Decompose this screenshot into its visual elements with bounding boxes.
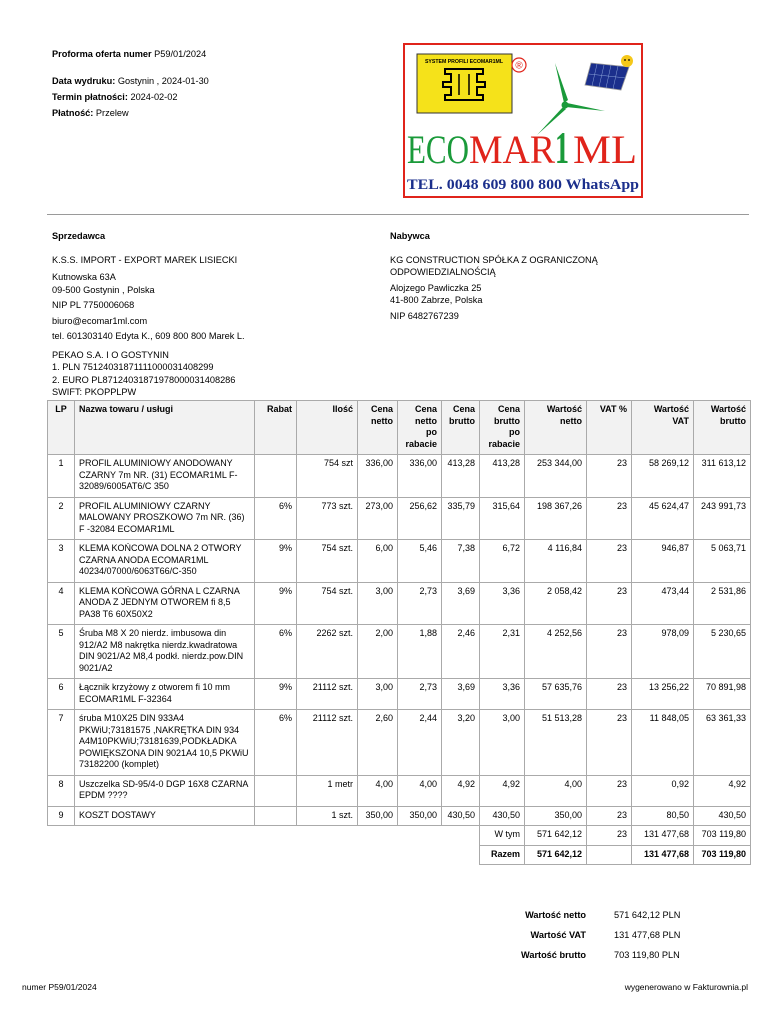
table-cell: 198 367,26 [525,497,587,540]
table-cell: 413,28 [480,455,525,498]
seller-email: biuro@ecomar1ml.com [52,315,148,326]
table-row [48,679,751,710]
table-cell: 336,00 [358,455,398,498]
table-cell: 9% [255,679,297,710]
table-row [48,455,751,498]
table-cell: 2,73 [398,679,442,710]
summary-cell: 571 642,12 [525,845,587,865]
table-cell [255,775,297,806]
summary-cell: 571 642,12 [525,826,587,846]
table-cell: 11 848,05 [632,710,694,776]
col-header: Wartość netto [525,401,587,455]
col-header: Cena netto po rabacie [398,401,442,455]
brand-wordmark [407,122,637,173]
table-cell: PROFIL ALUMINIOWY ANODOWANY CZARNY 7m NR. (31) ECOMAR1ML F-32089/6005AT6/C 350 [75,455,255,498]
seller-street: Kutnowska 63A [52,272,116,282]
svg-text:®: ® [515,60,523,72]
table-cell: 2,60 [358,710,398,776]
table-cell: 4 252,56 [525,625,587,679]
table-cell: 754 szt [297,455,358,498]
table-cell: 350,00 [398,806,442,826]
table-row [48,582,751,625]
items-table [47,400,751,865]
table-cell: 413,28 [442,455,480,498]
table-cell: 51 513,28 [525,710,587,776]
col-header: Cena brutto [442,401,480,455]
table-cell: 4,00 [358,775,398,806]
table-cell: 3 [48,540,75,583]
table-cell [255,455,297,498]
col-header: Cena netto [358,401,398,455]
table-cell: KLEMA KOŃCOWA GÓRNA L CZARNA ANODA Z JEDNYM OTWOREM fi 8,5 PA38 T6 60X50X2 [75,582,255,625]
table-cell: 21112 szt. [297,679,358,710]
col-header: Wartość VAT [632,401,694,455]
table-cell: 23 [587,455,632,498]
table-cell: 243 991,73 [694,497,751,540]
seller-bank: PEKAO S.A. I O GOSTYNIN [52,349,169,360]
table-cell: Uszczelka SD-95/4-0 DGP 16X8 CZARNA EPDM ???? [75,775,255,806]
table-cell: 3,00 [480,710,525,776]
total-vat-row: Wartość VAT 131 477,68 PLN [530,930,681,940]
buyer-street: Alojzego Pawliczka 25 [390,282,482,293]
table-cell: 335,79 [442,497,480,540]
table-cell: PROFIL ALUMINIOWY CZARNY MALOWANY PROSZKOWO 7m NR. (36) F -32084 ECOMAR1ML [75,497,255,540]
col-header: Cena brutto po rabacie [480,401,525,455]
col-header: Ilość [297,401,358,455]
buyer-city: 41-800 Zabrze, Polska [390,295,483,305]
summary-row-razem [48,845,751,865]
table-cell: 256,62 [398,497,442,540]
seller-account-pln: 1. PLN 75124031871111000031408299 [52,362,214,372]
table-cell: 336,00 [398,455,442,498]
table-cell: 23 [587,497,632,540]
table-cell: 7,38 [442,540,480,583]
table-cell: 1 szt. [297,806,358,826]
table-cell: 754 szt. [297,540,358,583]
table-cell: Śruba M8 X 20 nierdz. imbusowa din 912/A2 M8 nakrętka nierdz.kwadratowa DIN 9021/A2 M8,4 podkł. nierdz.pow.DIN 9021/A2 [75,625,255,679]
table-cell: 4,92 [480,775,525,806]
table-cell: 2,44 [398,710,442,776]
table-row [48,775,751,806]
total-net-row: Wartość netto 571 642,12 PLN [525,910,681,920]
table-cell: 6% [255,710,297,776]
table-cell: 311 613,12 [694,455,751,498]
footer-document-number: numer P59/01/2024 [22,982,97,992]
table-cell: 9% [255,582,297,625]
table-cell: 9% [255,540,297,583]
payment-method: Płatność: Przelew [52,108,129,118]
table-cell: 5 063,71 [694,540,751,583]
table-cell: 4,92 [442,775,480,806]
print-date: Data wydruku: Gostynin , 2024-01-30 [52,76,209,86]
table-cell: 23 [587,679,632,710]
table-cell: 978,09 [632,625,694,679]
table-cell: Łącznik krzyżowy z otworem fi 10 mm ECOMAR1ML F-32364 [75,679,255,710]
summary-cell: Razem [480,845,525,865]
seller-account-euro: 2. EURO PL87124031871978000031408286 [52,374,236,385]
table-cell: KOSZT DOSTAWY [75,806,255,826]
col-header: Rabat [255,401,297,455]
table-cell: 70 891,98 [694,679,751,710]
table-cell: 3,20 [442,710,480,776]
table-cell: 3,00 [358,582,398,625]
table-cell: 754 szt. [297,582,358,625]
table-cell: 3,69 [442,679,480,710]
summary-cell: W tym [480,826,525,846]
footer-generator: wygenerowano w Fakturownia.pl [624,982,748,992]
summary-cell: 23 [587,826,632,846]
table-cell: 9 [48,806,75,826]
table-cell: 2,73 [398,582,442,625]
table-cell: 2,00 [358,625,398,679]
summary-row-wtym [48,826,751,846]
table-cell: 1 metr [297,775,358,806]
company-logo [403,43,643,198]
table-cell: 6% [255,625,297,679]
table-cell: 5,46 [398,540,442,583]
table-cell: 2,31 [480,625,525,679]
table-cell: 2 531,86 [694,582,751,625]
summary-cell: 703 119,80 [694,845,751,865]
table-cell: 2262 szt. [297,625,358,679]
buyer-nip: NIP 6482767239 [390,310,459,321]
svg-text:ECO: ECO [407,127,469,172]
table-cell: 23 [587,806,632,826]
table-cell: 430,50 [694,806,751,826]
table-row [48,806,751,826]
logo-graphic [405,45,641,196]
table-cell: 80,50 [632,806,694,826]
table-cell: 3,36 [480,582,525,625]
table-cell: 4,92 [694,775,751,806]
table-cell: 3,69 [442,582,480,625]
buyer-title: Nabywca [390,231,430,241]
table-cell: 430,50 [442,806,480,826]
logo-phone-banner: TEL. 0048 609 800 800 WhatsApp [407,177,639,193]
seller-swift: SWIFT: PKOPPLPW [52,387,137,397]
table-cell: 473,44 [632,582,694,625]
table-cell [255,806,297,826]
table-cell: śruba M10X25 DIN 933A4 PKWiU;73181575 ,NAKRĘTKA DIN 934 A4M10PKWiU;73181639,PODKŁADKA POWIĘKSZONA DIN 9021A4 10,5 PKWiU 73182200 (komplet) [75,710,255,776]
total-gross-row: Wartość brutto 703 119,80 PLN [521,950,680,960]
seller-title: Sprzedawca [52,231,106,241]
sun-icon [621,55,633,67]
table-cell: 23 [587,625,632,679]
table-cell: 23 [587,540,632,583]
table-cell: 350,00 [358,806,398,826]
table-cell: 2,46 [442,625,480,679]
logo-badge-text: SYSTEM PROFILI ECOMAR1ML [424,59,504,65]
table-cell: 0,92 [632,775,694,806]
header-divider [47,214,749,215]
seller-city: 09-500 Gostynin , Polska [52,284,155,295]
col-header: LP [48,401,75,455]
table-cell: 2 058,42 [525,582,587,625]
totals-summary [520,905,724,965]
table-cell: 5 230,65 [694,625,751,679]
table-cell: 6 [48,679,75,710]
table-cell: 23 [587,710,632,776]
table-cell: 273,00 [358,497,398,540]
table-cell: 6,72 [480,540,525,583]
document-header [52,46,209,121]
seller-phone: tel. 601303140 Edyta K., 609 800 800 Marek L. [52,331,245,341]
table-cell: 1 [48,455,75,498]
col-header: Wartość brutto [694,401,751,455]
summary-cell: 703 119,80 [694,826,751,846]
summary-spacer [48,826,480,846]
table-cell: 57 635,76 [525,679,587,710]
summary-cell: 131 477,68 [632,845,694,865]
table-cell: 4,00 [398,775,442,806]
summary-cell: 131 477,68 [632,826,694,846]
seller-name: K.S.S. IMPORT - EXPORT MAREK LISIECKI [52,254,238,265]
table-cell: 1,88 [398,625,442,679]
table-row [48,497,751,540]
table-cell: 3,00 [358,679,398,710]
table-cell: 4 [48,582,75,625]
table-cell: 946,87 [632,540,694,583]
seller-section [52,230,352,399]
table-cell: 8 [48,775,75,806]
table-cell: 23 [587,775,632,806]
table-cell: 13 256,22 [632,679,694,710]
table-header-row [48,401,751,455]
table-row [48,625,751,679]
table-cell: 253 344,00 [525,455,587,498]
table-cell: KLEMA KOŃCOWA DOLNA 2 OTWORY CZARNA ANODA ECOMAR1ML 40234/07000/6063T66/C-350 [75,540,255,583]
summary-cell [587,845,632,865]
table-cell: 430,50 [480,806,525,826]
table-cell: 773 szt. [297,497,358,540]
svg-text:MAR: MAR [469,127,556,172]
table-cell: 6,00 [358,540,398,583]
proforma-number: Proforma oferta numer P59/01/2024 [52,49,207,59]
table-cell: 4,00 [525,775,587,806]
svg-text:1: 1 [555,122,569,173]
buyer-section [390,230,720,322]
table-cell: 21112 szt. [297,710,358,776]
svg-text:ML: ML [573,127,637,172]
table-cell: 3,36 [480,679,525,710]
col-header: VAT % [587,401,632,455]
table-cell: 45 624,47 [632,497,694,540]
table-cell: 4 116,84 [525,540,587,583]
col-header: Nazwa towaru / usługi [75,401,255,455]
table-cell: 7 [48,710,75,776]
table-cell: 2 [48,497,75,540]
table-row [48,540,751,583]
table-cell: 58 269,12 [632,455,694,498]
table-cell: 5 [48,625,75,679]
table-cell: 350,00 [525,806,587,826]
seller-nip: NIP PL 7750006068 [52,300,135,310]
table-cell: 315,64 [480,497,525,540]
table-cell: 23 [587,582,632,625]
table-cell: 6% [255,497,297,540]
buyer-name: KG CONSTRUCTION SPÓŁKA Z OGRANICZONĄ ODPOWIEDZIALNOŚCIĄ [390,254,598,277]
payment-due-date: Termin płatności: 2024-02-02 [52,92,178,102]
solar-panel-icon [585,63,629,90]
table-row [48,710,751,776]
summary-spacer [48,845,480,865]
table-cell: 63 361,33 [694,710,751,776]
